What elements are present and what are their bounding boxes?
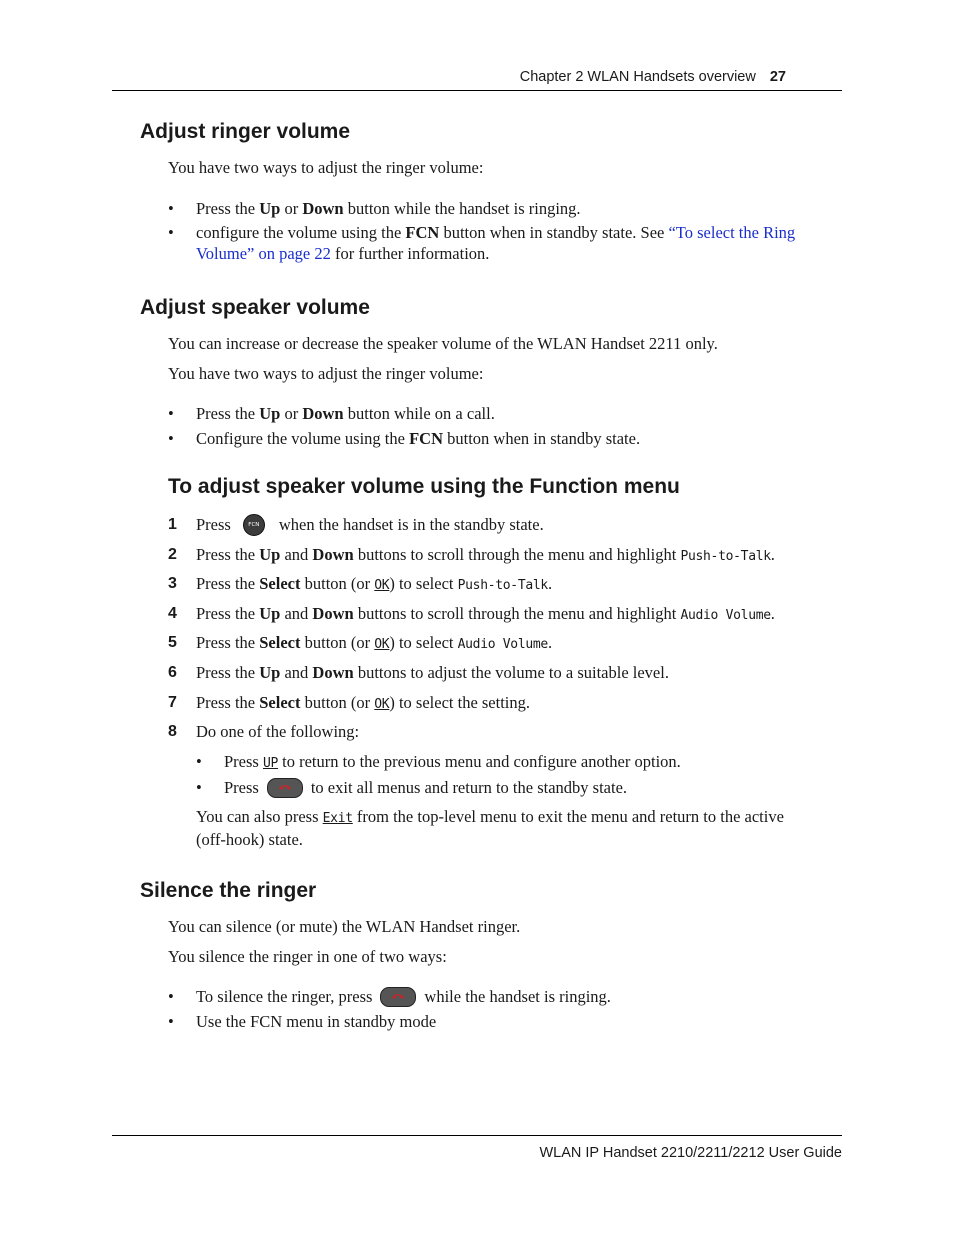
ringer-bullet-2: configure the volume using the FCN button when in standby state. See “To select the Ring Volume” on page 22 for further information. bbox=[196, 223, 796, 263]
silence-bullet-2: Use the FCN menu in standby mode bbox=[196, 1012, 437, 1031]
bullet: • bbox=[168, 1012, 174, 1031]
bullet: • bbox=[168, 404, 174, 423]
bullet: • bbox=[196, 778, 202, 797]
step-2: Press the Up and Down buttons to scroll through the menu and highlight Push-to-Talk. bbox=[196, 545, 775, 564]
heading-procedure: To adjust speaker volume using the Function menu bbox=[168, 475, 680, 498]
step-number: 7 bbox=[168, 694, 177, 711]
speaker-p2: You have two ways to adjust the ringer volume: bbox=[168, 364, 484, 383]
page-number: 27 bbox=[769, 69, 786, 85]
bullet: • bbox=[168, 223, 174, 242]
step-3: Press the Select button (or OK) to select Push-to-Talk. bbox=[196, 574, 553, 593]
silence-bullet-1: To silence the ringer, press while the handset is ringing. bbox=[196, 987, 611, 1006]
bullet: • bbox=[196, 752, 202, 771]
fcn-button-icon: FCN bbox=[243, 514, 265, 536]
header-rule bbox=[112, 90, 842, 91]
footer-rule bbox=[112, 1135, 842, 1136]
step-number: 8 bbox=[168, 723, 177, 740]
ringer-intro: You have two ways to adjust the ringer volume: bbox=[168, 158, 484, 177]
step-number: 5 bbox=[168, 634, 177, 651]
bullet: • bbox=[168, 987, 174, 1006]
step-6: Press the Up and Down buttons to adjust the volume to a suitable level. bbox=[196, 663, 669, 682]
silence-p2: You silence the ringer in one of two ways: bbox=[168, 947, 447, 966]
ringer-bullet-1: Press the Up or Down button while the handset is ringing. bbox=[196, 199, 581, 218]
bullet: • bbox=[168, 199, 174, 218]
silence-p1: You can silence (or mute) the WLAN Handset ringer. bbox=[168, 917, 521, 936]
step-8-option-2: Press to exit all menus and return to the standby state. bbox=[224, 778, 628, 797]
ring-volume-link[interactable]: “To select the Ring bbox=[668, 223, 796, 242]
running-header bbox=[520, 69, 786, 85]
heading-adjust-speaker-volume: Adjust speaker volume bbox=[140, 296, 370, 319]
step-8-option-1: Press UP to return to the previous menu and configure another option. bbox=[224, 752, 681, 771]
step-7: Press the Select button (or OK) to select the setting. bbox=[196, 693, 531, 712]
ring-volume-link-cont[interactable]: Volume” on page 22 bbox=[196, 244, 331, 263]
speaker-p1: You can increase or decrease the speaker volume of the WLAN Handset 2211 only. bbox=[168, 334, 718, 353]
step-8-note: You can also press Exit from the top-level menu to exit the menu and return to the active (off-hook) state. bbox=[196, 807, 784, 849]
step-4: Press the Up and Down buttons to scroll through the menu and highlight Audio Volume. bbox=[196, 604, 775, 623]
end-call-icon bbox=[267, 778, 303, 798]
step-8: Do one of the following: bbox=[196, 722, 360, 741]
step-number: 1 bbox=[168, 516, 177, 533]
bullet: • bbox=[168, 429, 174, 448]
speaker-bullet-1: Press the Up or Down button while on a call. bbox=[196, 404, 495, 423]
heading-adjust-ringer-volume: Adjust ringer volume bbox=[140, 120, 351, 143]
step-number: 6 bbox=[168, 664, 177, 681]
heading-silence-ringer: Silence the ringer bbox=[140, 879, 317, 902]
step-1: Press FCN when the handset is in the standby state. bbox=[196, 514, 836, 537]
chapter-title: Chapter 2 WLAN Handsets overview bbox=[519, 69, 756, 85]
speaker-bullet-2: Configure the volume using the FCN button when in standby state. bbox=[196, 429, 641, 448]
step-number: 2 bbox=[168, 546, 177, 563]
step-number: 3 bbox=[168, 575, 177, 592]
step-number: 4 bbox=[168, 605, 177, 622]
running-footer: WLAN IP Handset 2210/2211/2212 User Guide bbox=[539, 1145, 842, 1161]
end-call-icon bbox=[380, 987, 416, 1007]
step-5: Press the Select button (or OK) to select Audio Volume. bbox=[196, 633, 553, 652]
